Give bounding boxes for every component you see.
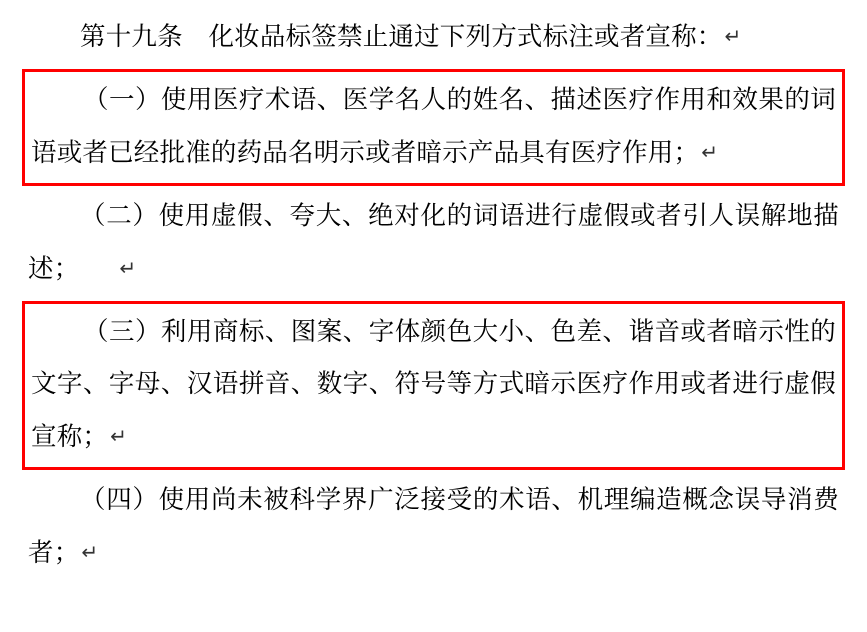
highlight-box-item-3	[22, 301, 845, 470]
paragraph-mark-icon: ↵	[119, 256, 137, 280]
item-4	[22, 474, 845, 579]
paragraph-mark-icon: ↵	[110, 424, 128, 448]
item-4-text: （四）使用尚未被科学界广泛接受的术语、机理编造概念误导消费者；	[28, 485, 839, 568]
item-2	[22, 190, 845, 295]
item-3-text: （三）利用商标、图案、字体颜色大小、色差、谐音或者暗示性的文字、字母、汉语拼音、数字、符号等方式暗示医疗作用或者进行虚假宣称；	[31, 317, 836, 452]
article-heading-text: 第十九条 化妆品标签禁止通过下列方式标注或者宣称：	[80, 22, 723, 52]
item-2-text: （二）使用虚假、夸大、绝对化的词语进行虚假或者引人误解地描述；	[28, 201, 839, 284]
paragraph-mark-icon: ↵	[724, 24, 742, 48]
item-1-text: （一）使用医疗术语、医学名人的姓名、描述医疗作用和效果的词语或者已经批准的药品名明示或者暗示产品具有医疗作用；	[31, 85, 836, 168]
highlight-box-item-1	[22, 69, 845, 186]
paragraph-mark-icon: ↵	[81, 540, 99, 564]
paragraph-mark-icon: ↵	[701, 140, 719, 164]
article-heading	[22, 10, 845, 63]
